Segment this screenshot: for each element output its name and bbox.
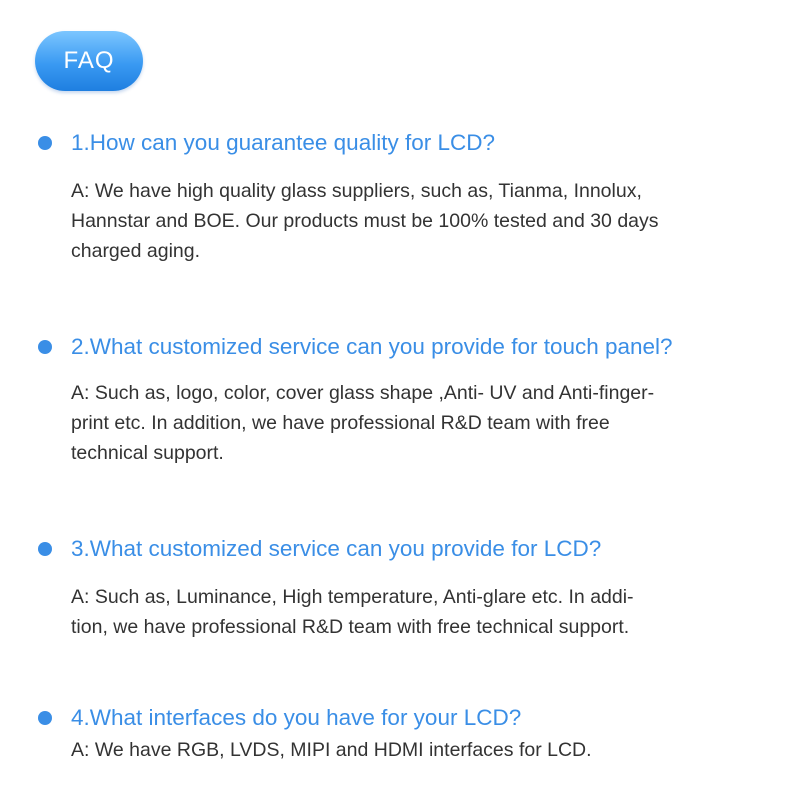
faq-question-2 (38, 332, 673, 362)
faq-question-text: 2.What customized service can you provide for touch panel? (71, 334, 673, 359)
faq-answer-1: A: We have high quality glass suppliers, such as, Tianma, Innolux, Hannstar and BOE. Our products must be 100% tested and 30 days charged aging. (71, 180, 659, 262)
bullet-icon (38, 542, 52, 556)
faq-question-1 (38, 128, 495, 158)
bullet-icon (38, 340, 52, 354)
faq-answer-3: A: Such as, Luminance, High temperature, Anti-glare etc. In addi- tion, we have professional R&D team with free technical support. (71, 586, 634, 638)
bullet-icon (38, 711, 52, 725)
faq-answer-4: A: We have RGB, LVDS, MIPI and HDMI interfaces for LCD. (71, 739, 592, 761)
faq-answer-2: A: Such as, logo, color, cover glass shape ,Anti- UV and Anti-finger- print etc. In addition, we have professional R&D team with free technical support. (71, 382, 655, 464)
faq-question-4 (38, 703, 521, 733)
faq-badge (35, 31, 143, 91)
faq-badge-label: FAQ (63, 47, 115, 74)
faq-question-text: 4.What interfaces do you have for your LCD? (71, 705, 522, 730)
faq-question-text: 3.What customized service can you provide for LCD? (71, 536, 602, 561)
faq-question-text: 1.How can you guarantee quality for LCD? (71, 130, 495, 155)
faq-question-3 (38, 534, 601, 564)
bullet-icon (38, 136, 52, 150)
